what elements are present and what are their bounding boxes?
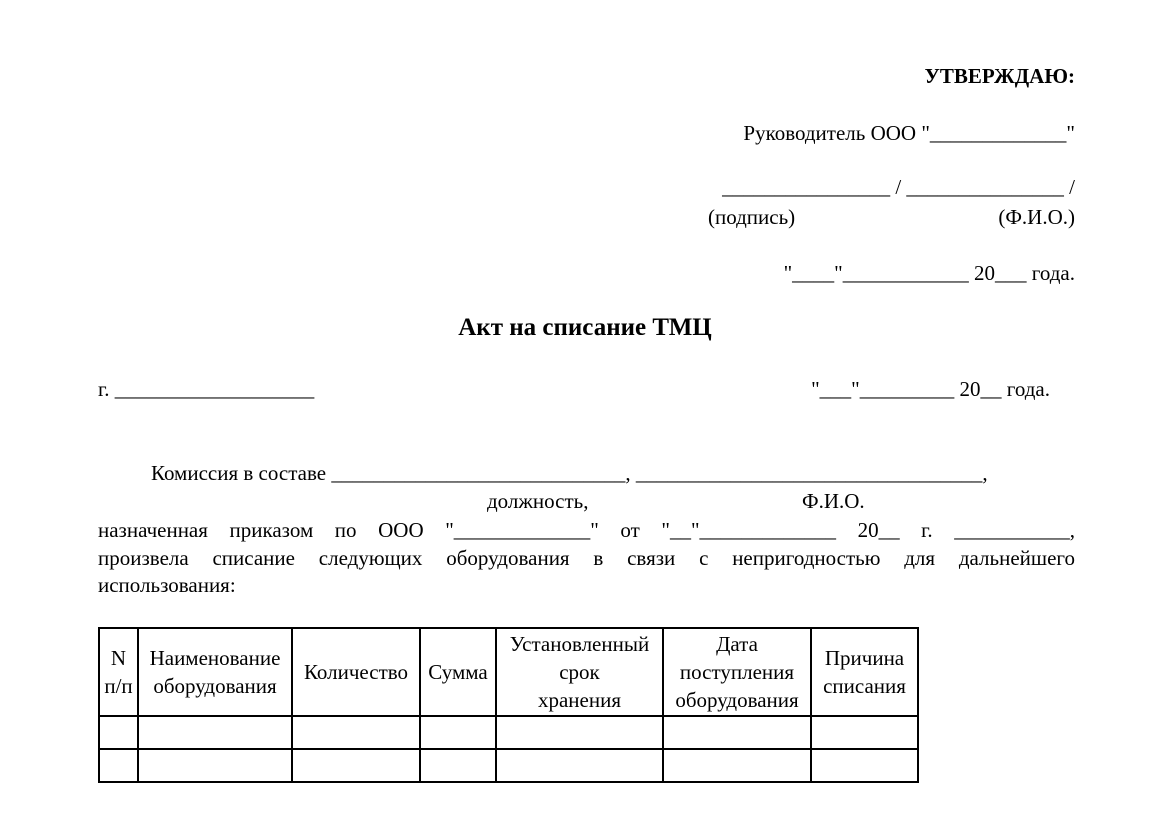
table-cell <box>138 749 292 782</box>
document-title: Акт на списание ТМЦ <box>458 314 712 341</box>
approval-heading: УТВЕРЖДАЮ: <box>924 64 1075 88</box>
act-date-field: "___"_________ 20__ года. <box>811 377 1050 401</box>
table-cell <box>99 716 138 749</box>
commission-line: Комиссия в составе ____________________________, _________________________________, <box>151 461 988 485</box>
table-cell <box>420 716 496 749</box>
column-header <box>99 628 138 716</box>
approval-head-line: Руководитель ООО "_____________" <box>743 121 1075 145</box>
column-header-text: срок <box>559 660 600 684</box>
table-cell <box>292 716 420 749</box>
column-header-text: Сумма <box>428 660 488 684</box>
usage-line: использования: <box>98 573 236 597</box>
table-cell <box>99 749 138 782</box>
column-header-text: N <box>110 646 127 670</box>
table-cell <box>663 749 811 782</box>
approval-signature-line: ________________ / _______________ / <box>722 175 1075 199</box>
column-header <box>138 628 292 716</box>
table-row <box>99 749 918 782</box>
table-row <box>99 716 918 749</box>
city-field: г. ___________________ <box>98 377 315 401</box>
fio-caption: Ф.И.О. <box>802 489 865 513</box>
column-header-text: Наименование <box>149 646 281 670</box>
approval-date-line: "____"____________ 20___ года. <box>783 261 1075 285</box>
column-header-text: списания <box>823 674 906 698</box>
table-header-row <box>99 628 918 716</box>
column-header <box>292 628 420 716</box>
table-cell <box>138 716 292 749</box>
order-line: назначенная приказом по ООО "_____________" от "__"_____________ 20__ г. ___________, <box>98 518 1075 542</box>
column-header-text: п/п <box>104 674 133 698</box>
signature-caption: (подпись) <box>708 205 796 229</box>
column-header-text: Причина <box>824 646 905 670</box>
column-header <box>420 628 496 716</box>
table-cell <box>496 716 663 749</box>
equipment-table <box>98 627 919 783</box>
table-cell <box>420 749 496 782</box>
table-body <box>99 716 918 782</box>
column-header-text: Установленный <box>509 632 650 656</box>
column-header-text: оборудования <box>153 674 277 698</box>
table-cell <box>811 749 918 782</box>
table-cell <box>663 716 811 749</box>
column-header <box>496 628 663 716</box>
column-header-text: поступления <box>679 660 795 684</box>
table-cell <box>292 749 420 782</box>
write-off-line: произвела списание следующих оборудования в связи с непригодностью для дальнейшего <box>98 546 1075 570</box>
column-header-text: Дата <box>716 632 758 656</box>
table-cell <box>811 716 918 749</box>
position-caption: должность, <box>487 489 589 513</box>
column-header <box>811 628 918 716</box>
column-header-text: Количество <box>303 660 409 684</box>
column-header <box>663 628 811 716</box>
column-header-text: оборудования <box>675 688 799 712</box>
column-header-text: хранения <box>537 688 621 712</box>
name-caption: (Ф.И.О.) <box>998 205 1075 229</box>
table-cell <box>496 749 663 782</box>
